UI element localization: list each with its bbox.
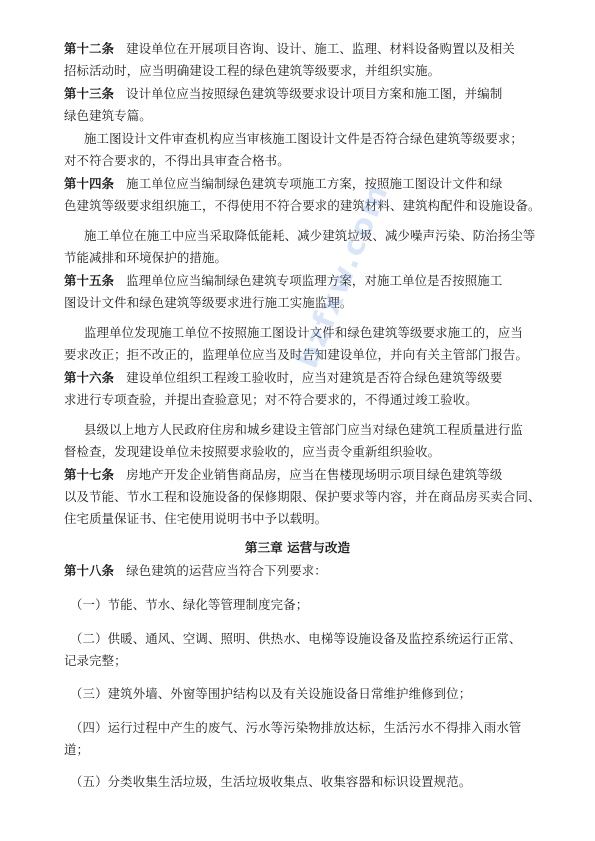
line-text: 图设计文件和绿色建筑等级要求进行施工实施监理。	[64, 295, 353, 310]
list-item	[64, 594, 544, 616]
article-number: 第十三条	[64, 86, 115, 101]
article-number: 第十四条	[64, 176, 115, 191]
line-text: 设计单位应当按照绿色建筑等级要求设计项目方案和施工图，并编制	[126, 86, 503, 101]
text-line	[64, 173, 544, 195]
watermark: bzfxw.com	[290, 178, 396, 374]
line-text: 监理单位发现施工单位不按照施工图设计文件和绿色建筑等级要求施工的，应当	[84, 325, 523, 340]
list-item	[64, 771, 544, 793]
line-text: 施工单位在施工中应当采取降低能耗、减少建筑垃圾、减少噪声污染、防治扬尘等	[84, 228, 536, 243]
text-line: （二）供暖、通风、空调、照明、供热水、电梯等设施设备及监控系统运行正常、	[70, 631, 522, 646]
line-text: 施工图设计文件审查机构应当审核施工图设计文件是否符合绿色建筑等级要求；	[84, 131, 523, 146]
line-text: 以及节能、节水工程和设施设备的保修期限、保护要求等内容，并在商品房买卖合同、	[64, 489, 541, 504]
article-paragraph	[64, 173, 544, 217]
article-number: 第十五条	[64, 273, 115, 288]
body-paragraph	[64, 322, 544, 366]
text-line: （四）运行过程中产生的废气、污水等污染物排放达标，生活污水不得排入雨水管	[70, 720, 522, 735]
text-line	[64, 322, 544, 344]
text-line	[64, 83, 544, 105]
text-line	[64, 270, 544, 292]
body-paragraph	[64, 128, 544, 172]
body-paragraph	[64, 225, 544, 269]
line-text: 督检查，发现建设单位未按照要求验收的，应当责令重新组织验收。	[64, 444, 441, 459]
text-line	[64, 105, 544, 127]
line-text: 房地产开发企业销售商品房，应当在售楼现场明示项目绿色建筑等级	[126, 467, 503, 482]
list-item	[64, 628, 544, 672]
text-line: （一）节能、节水、绿化等管理制度完备；	[70, 597, 309, 612]
text-line	[64, 38, 544, 60]
text-line	[64, 464, 544, 486]
text-line	[64, 344, 544, 366]
article-number: 第十二条	[64, 41, 115, 56]
chapter-heading: 第三章 运营与改造	[244, 540, 351, 555]
line-text: 绿色建筑专篇。	[64, 108, 152, 123]
text-line	[64, 60, 544, 82]
list-item	[64, 717, 544, 761]
line-text: 对不符合要求的，不得出具审查合格书。	[64, 153, 290, 168]
text-line	[64, 441, 544, 463]
line-text: 要求改正；拒不改正的，监理单位应当及时告知建设单位，并向有关主管部门报告。	[64, 347, 529, 362]
text-line: （五）分类收集生活垃圾，生活垃圾收集点、收集容器和标识设置规范。	[70, 774, 472, 789]
text-line: （三）建筑外墙、外窗等围护结构以及有关设施设备日常维护维修到位；	[70, 686, 472, 701]
line-text: 求进行专项查验，并提出查验意见；对不符合要求的，不得通过竣工验收。	[64, 392, 478, 407]
line-text: 节能减排和环境保护的措施。	[64, 250, 228, 265]
text-line	[64, 389, 544, 411]
line-text: 监理单位应当编制绿色建筑专项监理方案，对施工单位是否按照施工	[126, 273, 503, 288]
line-text: 招标活动时，应当明确建设工程的绿色建筑等级要求，并组织实施。	[64, 63, 441, 78]
article-paragraph	[64, 38, 544, 82]
text-line: 道；	[64, 742, 90, 757]
text-line	[64, 508, 544, 530]
article-paragraph	[64, 560, 544, 582]
line-text: 绿色建筑的运营应当符合下列要求：	[126, 563, 327, 578]
line-text: 建设单位组织工程竣工验收时，应当对建筑是否符合绿色建筑等级要	[126, 370, 503, 385]
article-number: 第十七条	[64, 467, 115, 482]
article-paragraph	[64, 464, 544, 530]
body-paragraph	[64, 419, 544, 463]
article-number: 第十八条	[64, 563, 115, 578]
article-number: 第十六条	[64, 370, 115, 385]
article-paragraph	[64, 270, 544, 314]
text-line	[64, 367, 544, 389]
text-line	[64, 247, 544, 269]
line-text: 住宅质量保证书、住宅使用说明书中予以载明。	[64, 511, 328, 526]
text-line	[64, 486, 544, 508]
article-paragraph	[64, 367, 544, 411]
line-text: 色建筑等级要求组织施工，不得使用不符合要求的建筑材料、建筑构配件和设施设备。	[64, 198, 541, 213]
text-line	[64, 419, 544, 441]
text-line	[64, 292, 544, 314]
list-item	[64, 683, 544, 705]
text-line	[64, 225, 544, 247]
text-line	[64, 150, 544, 172]
text-line	[64, 195, 544, 217]
line-text: 县级以上地方人民政府住房和城乡建设主管部门应当对绿色建筑工程质量进行监	[84, 422, 523, 437]
text-line: 记录完整；	[64, 653, 127, 668]
line-text: 施工单位应当编制绿色建筑专项施工方案，按照施工图设计文件和绿	[126, 176, 503, 191]
text-line	[64, 128, 544, 150]
article-paragraph	[64, 83, 544, 127]
line-text: 建设单位在开展项目咨询、设计、施工、监理、材料设备购置以及相关	[126, 41, 515, 56]
